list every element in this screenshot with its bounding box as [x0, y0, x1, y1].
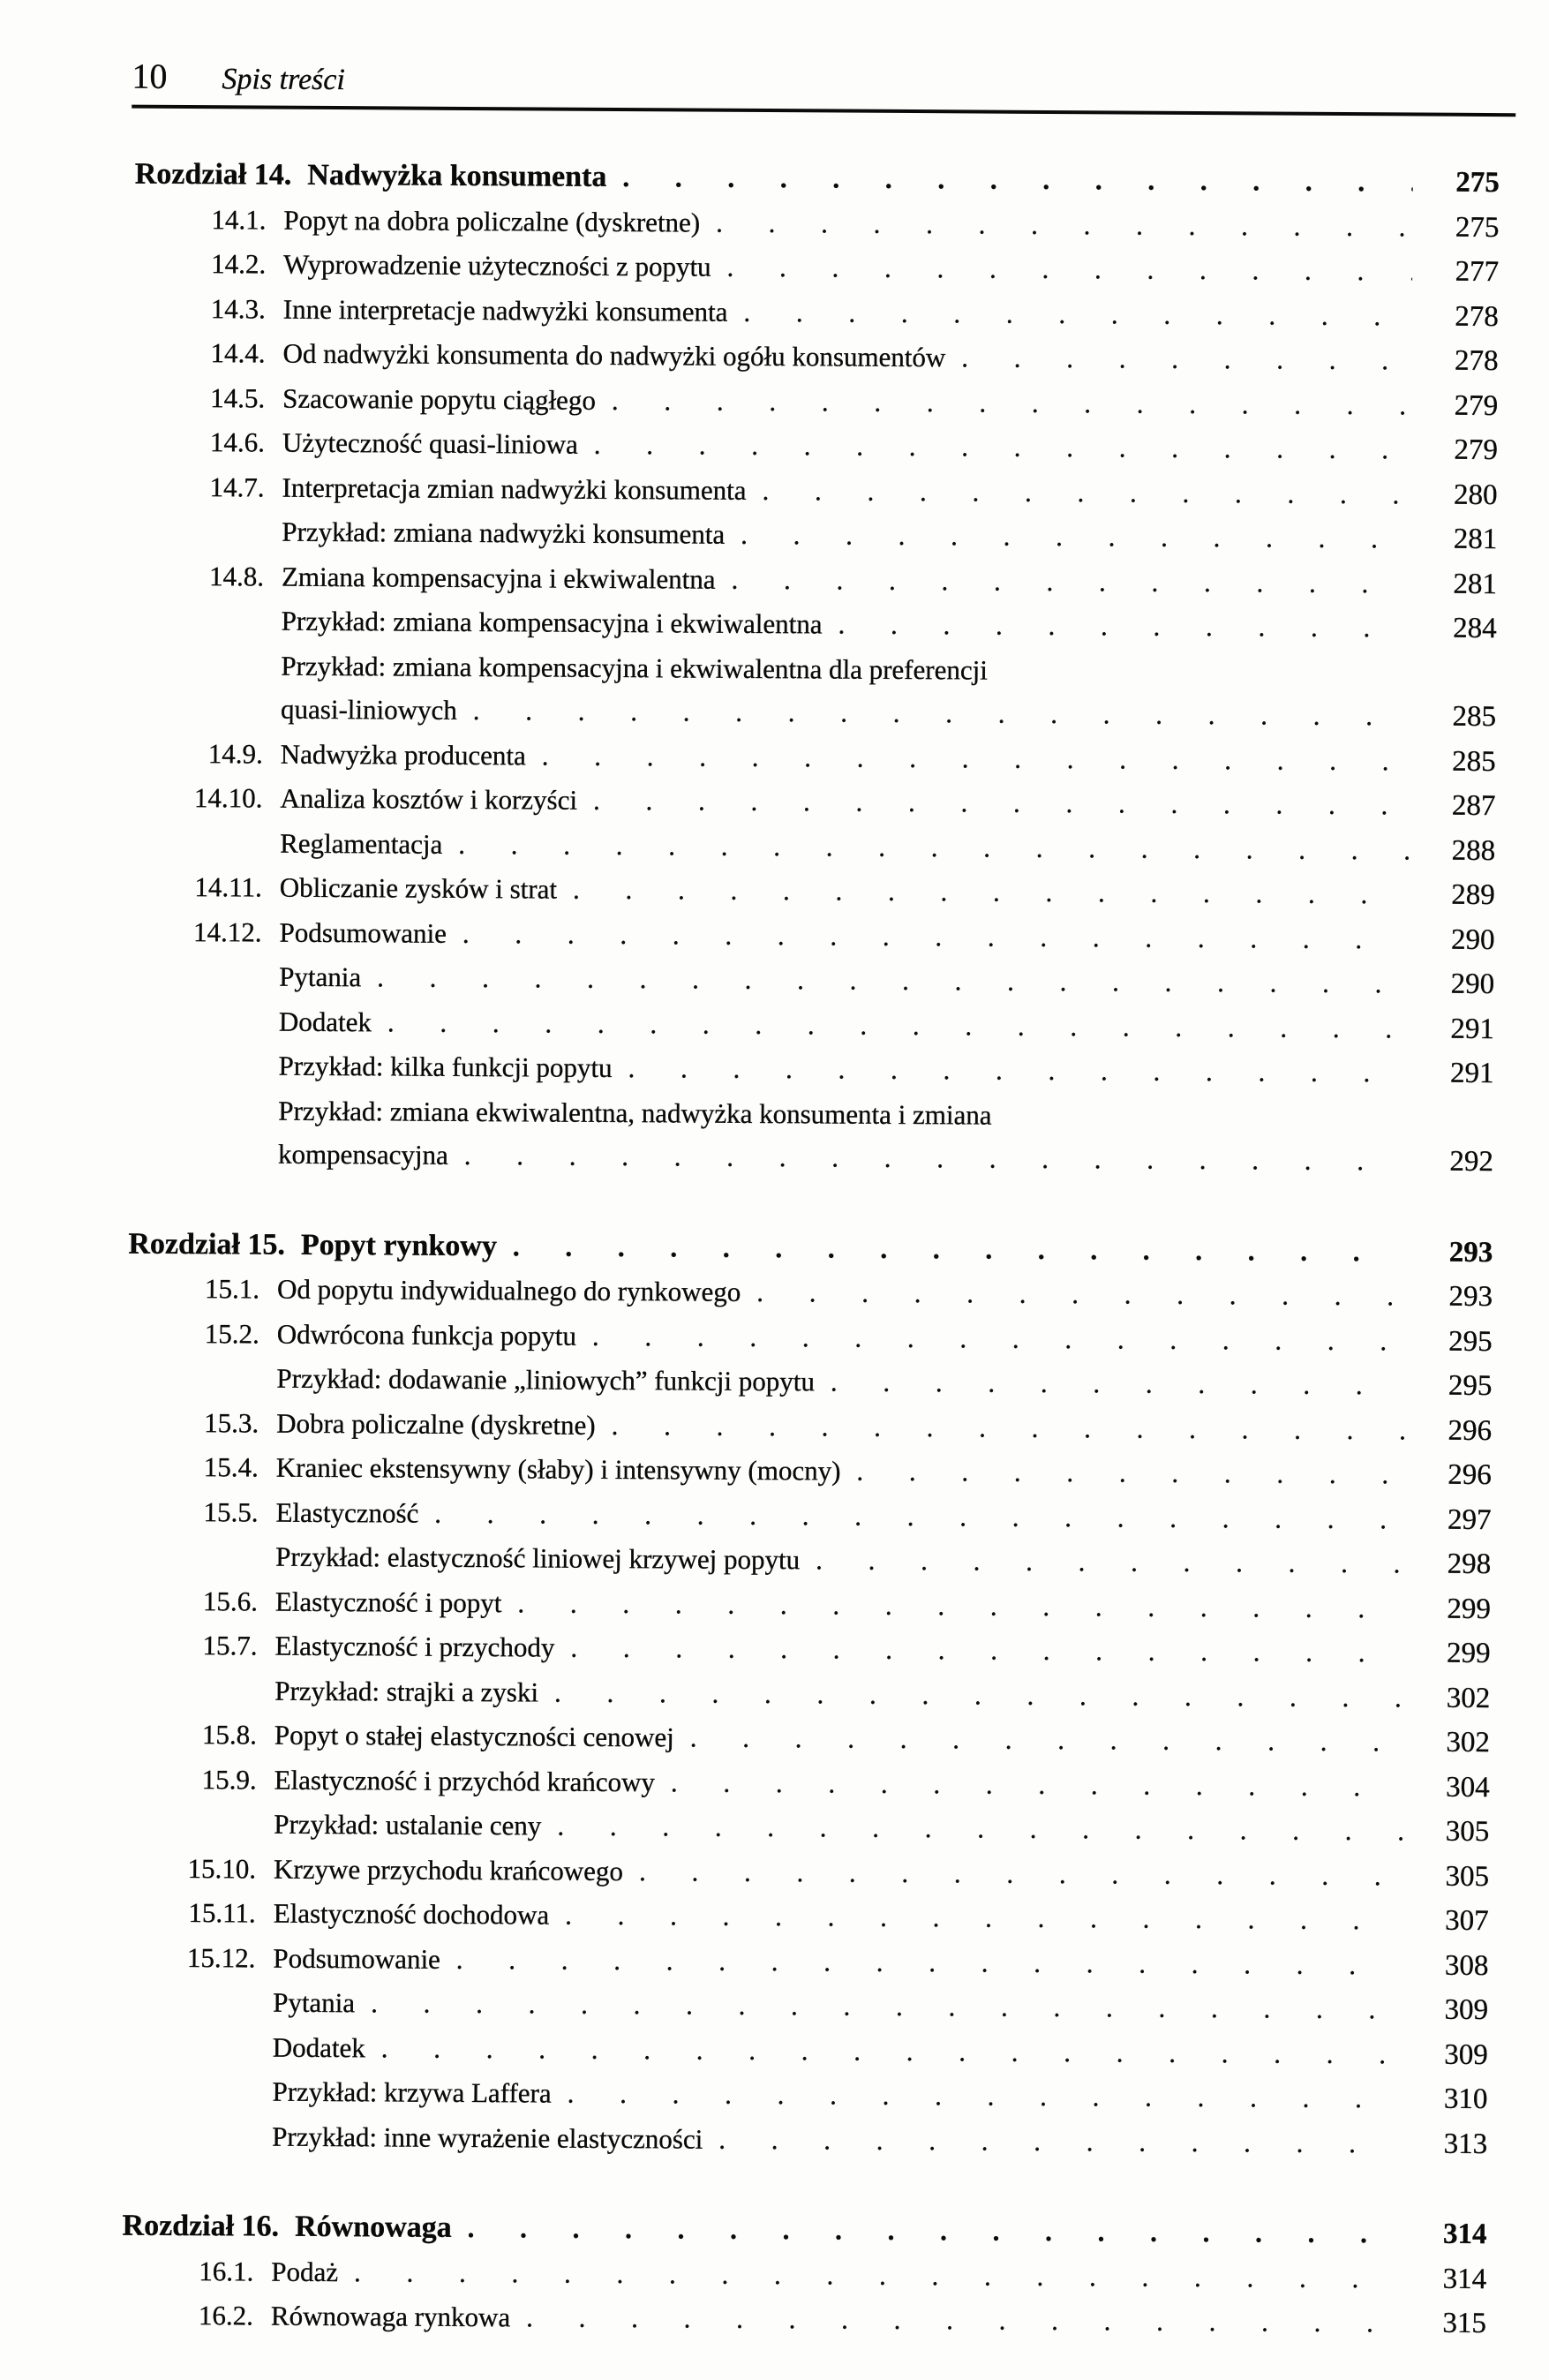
entry-page-ref: 284 — [1453, 612, 1497, 645]
entry-page-ref: 277 — [1455, 255, 1500, 289]
entry-title: Interpretacja zmian nadwyżki konsumenta — [282, 471, 747, 506]
chapter-label: Rozdział 14. — [134, 157, 292, 192]
entry-title: Elastyczność — [275, 1496, 419, 1529]
entry-title: Elastyczność i przychód krańcowy — [274, 1764, 656, 1797]
entry-title: Pytania — [279, 960, 362, 993]
entry-page-ref: 314 — [1442, 2263, 1487, 2295]
entry-page-ref: 298 — [1447, 1548, 1492, 1581]
entry-number: 16.1. — [199, 2255, 254, 2287]
dot-leader — [554, 1670, 1404, 1719]
entry-title: Szacowanie popytu ciągłego — [282, 382, 596, 416]
entry-page-ref: 289 — [1451, 878, 1495, 912]
dot-leader — [816, 1538, 1404, 1585]
entry-page-ref: 278 — [1455, 300, 1499, 333]
dot-leader — [838, 603, 1410, 650]
entry-page-ref: 280 — [1453, 478, 1498, 511]
dot-leader — [456, 1937, 1402, 1986]
dot-leader — [377, 955, 1408, 1005]
entry-title: Przykład: elastyczność liniowej krzywej popytu — [275, 1540, 801, 1576]
dot-leader — [565, 1894, 1402, 1942]
dot-leader — [726, 245, 1412, 293]
entry-page-ref: 285 — [1452, 745, 1496, 778]
entry-page-ref: 275 — [1455, 211, 1500, 244]
toc-chapter-block — [125, 153, 1500, 1185]
entry-page-ref: 295 — [1448, 1325, 1493, 1358]
entry-page-ref: 291 — [1449, 1057, 1494, 1090]
entry-page-ref: 315 — [1442, 2307, 1487, 2340]
entry-title: Podsumowanie — [273, 1942, 440, 1975]
chapter-page-ref: 314 — [1442, 2218, 1487, 2251]
dot-leader — [690, 1716, 1403, 1764]
entry-page-ref: 309 — [1444, 2038, 1488, 2071]
dot-leader — [434, 1491, 1404, 1540]
entry-number: 15.1. — [204, 1273, 260, 1305]
entry-title: Elastyczność i popyt — [274, 1585, 502, 1618]
entry-title: Elastyczność dochodowa — [273, 1897, 550, 1931]
entry-title: Przykład: dodawanie „liniowych” funkcji popytu — [276, 1362, 816, 1397]
entry-title: Dodatek — [278, 1005, 372, 1037]
entry-page-ref: 309 — [1444, 1993, 1489, 2027]
chapter-title: Popyt rynkowy — [300, 1228, 498, 1262]
dot-leader — [517, 1581, 1404, 1631]
dot-leader — [612, 378, 1412, 426]
entry-page-ref: 295 — [1447, 1369, 1493, 1403]
entry-title: Równowaga rynkowa — [270, 2300, 511, 2333]
entry-page-ref: 313 — [1443, 2128, 1488, 2160]
entry-number: 14.7. — [209, 471, 265, 503]
entry-page-ref: 281 — [1453, 568, 1498, 600]
dot-leader — [573, 868, 1409, 916]
toc-entry-row — [125, 1132, 1493, 1185]
toc-chapter-block — [119, 1222, 1493, 2166]
entry-page-ref: 292 — [1449, 1145, 1494, 1179]
entry-number: 14.9. — [207, 737, 263, 770]
chapter-page-ref: 293 — [1448, 1236, 1493, 1269]
entry-page-ref: 307 — [1445, 1904, 1489, 1938]
dot-leader — [592, 1314, 1406, 1362]
entry-number: 15.7. — [202, 1630, 258, 1661]
entry-page-ref: 299 — [1446, 1637, 1491, 1670]
entry-number: 14.3. — [210, 292, 266, 325]
dot-leader — [526, 2295, 1400, 2345]
entry-page-ref: 293 — [1448, 1280, 1493, 1314]
running-head — [132, 56, 1515, 117]
entry-title: quasi-liniowych — [280, 693, 457, 726]
entry-number: 14.2. — [211, 248, 267, 280]
entry-number: 14.12. — [192, 915, 262, 948]
entry-page-ref: 290 — [1450, 923, 1495, 956]
entry-title: Przykład: zmiana kompensacyjna i ekwiwalentna dla preferencji — [281, 650, 988, 686]
dot-leader — [743, 290, 1412, 337]
entry-page-ref: 296 — [1447, 1414, 1493, 1447]
dot-leader — [741, 513, 1410, 561]
entry-number: 15.8. — [201, 1719, 258, 1751]
dot-leader — [568, 2072, 1402, 2120]
toc-entry-row — [118, 2293, 1486, 2346]
entry-number: 15.4. — [203, 1451, 259, 1483]
entry-number: 16.2. — [198, 2300, 254, 2331]
entry-page-ref: 278 — [1454, 344, 1499, 378]
dot-leader — [371, 1981, 1402, 2031]
entry-page-ref: 281 — [1453, 523, 1498, 556]
entry-title: Reglamentacja — [280, 827, 443, 860]
entry-number: 15.5. — [203, 1495, 259, 1528]
dot-leader — [716, 200, 1413, 248]
entry-title: Użyteczność quasi-liniowa — [282, 426, 578, 460]
dot-leader — [671, 1760, 1403, 1809]
entry-title: Inne interpretacje nadwyżki konsumenta — [282, 293, 728, 328]
entry-title: Zmiana kompensacyjna i ekwiwalentna — [281, 561, 716, 595]
entry-page-ref: 287 — [1451, 789, 1496, 823]
dot-leader — [639, 1849, 1402, 1898]
dot-leader — [464, 1134, 1407, 1183]
dot-leader — [557, 1804, 1402, 1853]
chapter-title: Nadwyżka konsumenta — [307, 158, 607, 193]
entry-number: 14.5. — [210, 381, 266, 414]
entry-title: Przykład: inne wyrażenie elastyczności — [272, 2120, 703, 2155]
entry-title: Popyt o stałej elastyczności cenowej — [274, 1719, 674, 1753]
entry-title: Wyprowadzenie użyteczności z popytu — [283, 248, 711, 282]
entry-title: Analiza kosztów i korzyści — [280, 782, 578, 816]
entry-number: 15.3. — [204, 1406, 259, 1439]
running-head-title: Spis treści — [222, 63, 346, 97]
dot-leader — [462, 911, 1409, 960]
dot-leader — [622, 155, 1413, 204]
entry-number: 14.6. — [209, 426, 266, 458]
entry-page-ref: 291 — [1450, 1013, 1495, 1045]
entry-title: Nadwyżka producenta — [280, 738, 526, 771]
entry-title: Przykład: zmiana kompensacyjna i ekwiwalentna — [281, 605, 823, 640]
chapter-title: Równowaga — [295, 2210, 452, 2244]
table-of-contents — [118, 153, 1500, 2346]
entry-page-ref: 296 — [1447, 1458, 1492, 1492]
entry-title: Krzywe przychodu krańcowego — [273, 1853, 624, 1887]
dot-leader — [381, 2026, 1402, 2076]
toc-chapter-block — [118, 2204, 1487, 2346]
entry-title: Popyt na dobra policzalne (dyskretne) — [283, 204, 701, 238]
dot-leader — [513, 1224, 1407, 1274]
entry-number: 14.1. — [211, 203, 267, 236]
dot-leader — [612, 1403, 1406, 1451]
dot-leader — [593, 779, 1410, 827]
entry-title: Kraniec ekstensywny (słaby) i intensywny (mocny) — [275, 1451, 841, 1487]
entry-page-ref: 304 — [1446, 1771, 1490, 1804]
entry-title: Przykład: zmiana ekwiwalentna, nadwyżka konsumenta i zmiana — [278, 1095, 992, 1131]
entry-page-ref: 302 — [1446, 1726, 1491, 1759]
entry-title: Przykład: ustalanie ceny — [274, 1808, 542, 1841]
entry-number: 14.11. — [194, 871, 262, 903]
entry-number: 14.8. — [208, 560, 265, 592]
entry-page-ref: 290 — [1450, 968, 1495, 1001]
entry-page-ref: 299 — [1447, 1593, 1491, 1625]
dot-leader — [718, 2117, 1401, 2165]
entry-number: 15.6. — [202, 1585, 259, 1617]
entry-number: 15.11. — [188, 1897, 256, 1929]
toc-entry-row — [119, 2113, 1487, 2166]
dot-leader — [594, 423, 1411, 471]
dot-leader — [354, 2250, 1401, 2301]
entry-number: 15.2. — [204, 1317, 259, 1350]
entry-page-ref: 310 — [1443, 2082, 1488, 2116]
entry-number: 14.4. — [210, 337, 266, 369]
dot-leader — [628, 1046, 1407, 1095]
entry-title: Przykład: kilka funkcji popytu — [278, 1050, 613, 1083]
entry-page-ref: 279 — [1454, 389, 1499, 422]
entry-title: Odwrócona funkcja popytu — [276, 1318, 577, 1352]
entry-number: 15.12. — [186, 1941, 256, 1974]
entry-page-ref: 279 — [1454, 433, 1499, 467]
dot-leader — [856, 1450, 1405, 1496]
dot-leader — [756, 1270, 1406, 1318]
entry-title: Przykład: zmiana nadwyżki konsumenta — [282, 516, 726, 550]
dot-leader — [542, 734, 1410, 783]
entry-title: kompensacyjna — [277, 1138, 448, 1171]
entry-title: Podsumowanie — [279, 916, 447, 949]
entry-page-ref: 302 — [1446, 1682, 1491, 1714]
chapter-label: Rozdział 16. — [122, 2209, 280, 2243]
chapter-page-ref: 275 — [1455, 166, 1500, 200]
entry-page-ref: 305 — [1445, 1815, 1490, 1849]
entry-number: 15.10. — [187, 1852, 257, 1885]
entry-title: Przykład: krzywa Laffera — [272, 2075, 552, 2109]
dot-leader — [570, 1626, 1404, 1675]
dot-leader — [458, 822, 1409, 871]
dot-leader — [731, 557, 1410, 605]
entry-title: Od nadwyżki konsumenta do nadwyżki ogółu konsumentów — [282, 337, 946, 373]
entry-page-ref: 297 — [1447, 1503, 1492, 1536]
entry-title: Przykład: strajki a zyski — [274, 1675, 539, 1707]
dot-leader — [468, 2206, 1401, 2256]
chapter-label: Rozdział 15. — [128, 1227, 286, 1262]
entry-page-ref: 305 — [1445, 1860, 1490, 1893]
entry-page-ref: 308 — [1444, 1949, 1489, 1982]
entry-title: Dodatek — [272, 2031, 365, 2063]
entry-title: Dobra policzalne (dyskretne) — [276, 1407, 596, 1441]
entry-title: Obliczanie zysków i strat — [279, 871, 558, 905]
dot-leader — [961, 335, 1412, 382]
dot-leader — [831, 1359, 1406, 1406]
dot-leader — [473, 689, 1410, 738]
entry-page-ref: 288 — [1451, 834, 1496, 867]
entry-title: Pytania — [273, 1986, 356, 2019]
entry-title: Elastyczność i przychody — [274, 1630, 555, 1663]
entry-page-ref: 285 — [1452, 700, 1497, 734]
entry-title: Podaż — [271, 2256, 339, 2287]
entry-title: Od popytu indywidualnego do rynkowego — [276, 1273, 741, 1307]
entry-number: 15.9. — [201, 1763, 257, 1796]
page-number: 10 — [132, 56, 168, 96]
dot-leader — [387, 1000, 1408, 1051]
entry-number: 14.10. — [193, 782, 263, 814]
dot-leader — [762, 468, 1410, 516]
